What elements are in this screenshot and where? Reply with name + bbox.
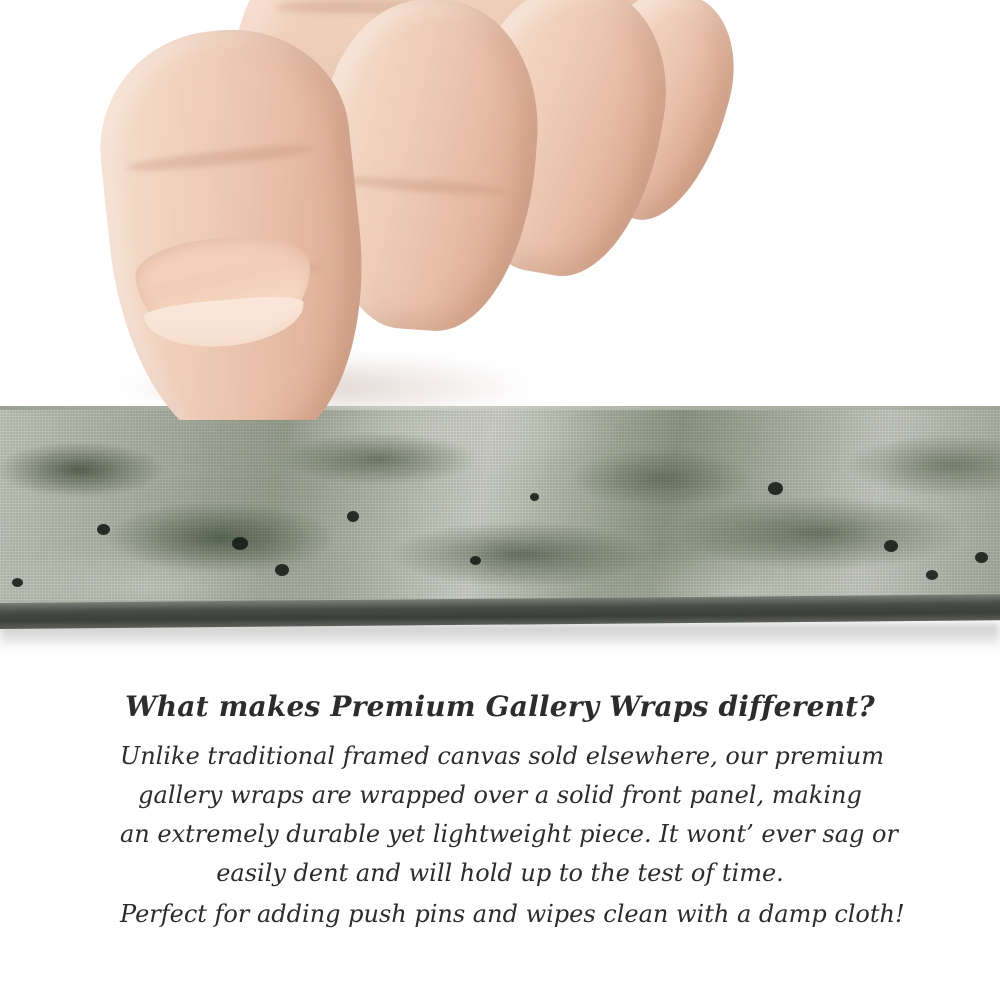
canvas-speck [884, 540, 898, 552]
caption-final-line: Perfect for adding push pins and wipes clean with a damp cloth! [120, 900, 905, 928]
hand-photo-region [0, 0, 1000, 420]
caption-line: an extremely durable yet lightweight piece. It wont’ ever sag or [120, 820, 898, 848]
canvas-speck [347, 511, 359, 522]
canvas-speck [275, 564, 289, 576]
canvas-weave-texture [0, 406, 1000, 618]
canvas-speck [768, 482, 783, 495]
caption-block [0, 690, 1000, 934]
canvas-speck [926, 570, 938, 580]
canvas-edge-strip [0, 406, 1000, 618]
skin-crease [126, 141, 316, 175]
canvas-speck [232, 537, 248, 550]
canvas-speck [530, 493, 539, 501]
skin-crease [338, 174, 508, 198]
canvas-speck [975, 552, 988, 563]
canvas-speck [97, 524, 110, 535]
caption-heading: What makes Premium Gallery Wraps different? [125, 690, 875, 723]
caption-line: Unlike traditional framed canvas sold elsewhere, our premium [120, 742, 885, 770]
canvas-speck [12, 578, 23, 587]
caption-body [0, 737, 1000, 934]
canvas-speck [470, 556, 481, 565]
canvas-drop-shadow [0, 624, 1000, 650]
canvas-top-highlight [0, 406, 1000, 410]
caption-line: easily dent and will hold up to the test of time. [216, 859, 784, 887]
caption-line: gallery wraps are wrapped over a solid front panel, making [138, 781, 862, 809]
